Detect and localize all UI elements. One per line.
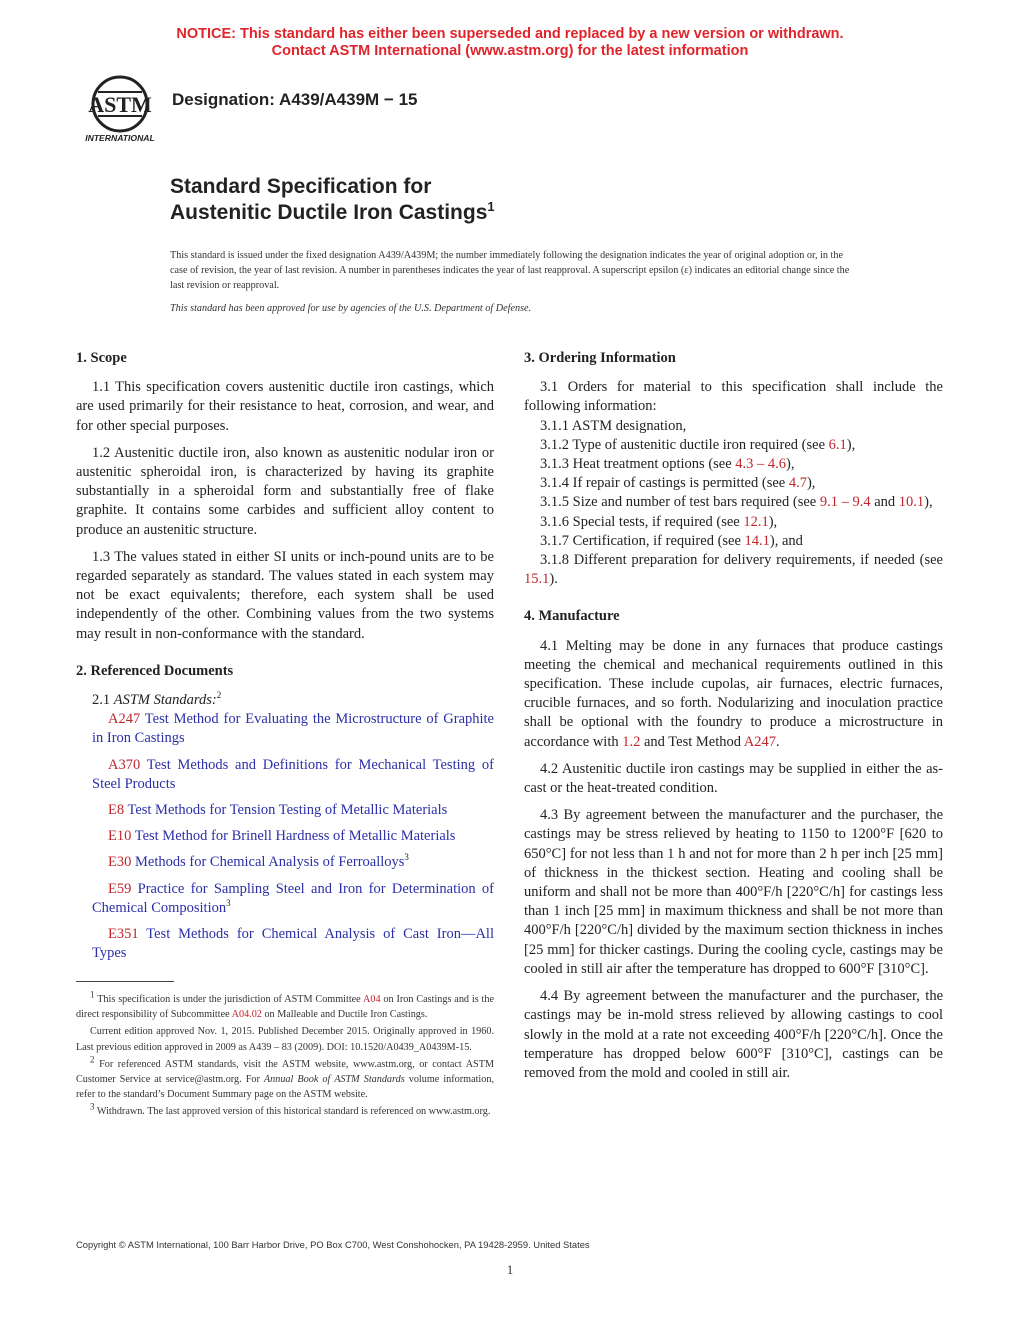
link-a247[interactable]: A247 xyxy=(743,733,777,750)
link-1-2[interactable]: 1.2 xyxy=(622,733,641,750)
left-column xyxy=(76,349,494,970)
fn2-text-a: For referenced ASTM standards, visit the ASTM website, www.astm.org, or contact ASTM Customer Service at service@astm.org. For xyxy=(76,1058,495,1086)
section-heading-manufacture: 4. Manufacture xyxy=(524,608,620,625)
issued-note: This standard is issued under the fixed designation A439/A439M; the number immediately following the designation indicates the year of original adoption or, in the case of revision, the year of last revision. A number in parentheses indicates the year of last reapproval. A superscript epsilon (ε) indicates an editorial change since the last revision or reapproval. xyxy=(170,250,850,291)
standard-title-link[interactable]: Practice for Sampling Steel and Iron for Determination of Chemical Composition xyxy=(92,880,494,916)
section-ref-link[interactable]: 14.1 xyxy=(744,532,770,549)
ordering-item-text: Special tests, if required (see xyxy=(572,513,744,530)
section-heading-scope: 1. Scope xyxy=(76,350,127,366)
ordering-item-text: Type of austenitic ductile iron required (see xyxy=(572,436,829,453)
copyright: Copyright © ASTM International, 100 Barr Harbor Drive, PO Box C700, West Conshohocken, PA 19428-2959. United States xyxy=(76,1239,590,1250)
referenced-standard-item xyxy=(76,853,494,872)
p41-text-c: . xyxy=(776,733,780,750)
ordering-item xyxy=(524,455,943,474)
fn1-mark: 1 xyxy=(90,989,95,1000)
referenced-standard-item xyxy=(76,827,494,846)
link-a04[interactable]: A04 xyxy=(363,994,381,1005)
approved-note: This standard has been approved for use by agencies of the U.S. Department of Defense. xyxy=(170,303,532,314)
fn2-mark: 2 xyxy=(90,1054,95,1065)
scope-paragraph: 1.3 The values stated in either SI units or inch-pound units are to be regarded separately as standard. The values stated in each system may not be exact equivalents; therefore, each system shall be used independently of the other. Combining values from the two systems may result in non-conformance with the standard. xyxy=(76,548,494,642)
standard-footnote-mark: 3 xyxy=(226,898,231,909)
standard-title-link[interactable]: Methods for Chemical Analysis of Ferroalloys xyxy=(134,854,405,871)
standard-title-link[interactable]: Test Method for Evaluating the Microstructure of Graphite in Iron Castings xyxy=(92,711,494,747)
section-ref-link[interactable]: 15.1 xyxy=(524,571,550,588)
section-ref-link[interactable]: 10.1 xyxy=(898,494,925,511)
fn2-italic: Annual Book of ASTM Standards xyxy=(263,1074,405,1086)
standard-code-link[interactable]: A370 xyxy=(108,756,141,773)
footnote-edition: Current edition approved Nov. 1, 2015. Published December 2015. Originally approved in 1960. Last previous edition approved in 2009 as A439 – 83 (2009). DOI: 10.1520/A0439_A0439M-15. xyxy=(76,1026,494,1053)
title-line-2: Austenitic Ductile Iron Castings xyxy=(170,201,488,224)
p41-text-b: and Test Method xyxy=(643,733,741,750)
standard-code-link[interactable]: E351 xyxy=(108,926,139,943)
standard-code-link[interactable]: E10 xyxy=(108,828,132,845)
astm-standards-label xyxy=(76,691,494,710)
standard-title-link[interactable]: Test Methods for Tension Testing of Metallic Materials xyxy=(127,802,448,819)
ordering-item-number: 3.1.5 xyxy=(540,494,569,511)
ordering-item-number: 3.1.4 xyxy=(540,475,569,492)
ordering-item xyxy=(524,474,943,493)
standard-title-link[interactable]: Test Method for Brinell Hardness of Metallic Materials xyxy=(134,828,456,845)
ordering-item-number: 3.1.8 xyxy=(540,552,569,569)
footnote-1 xyxy=(76,989,494,1022)
referenced-standards-list xyxy=(76,710,494,963)
designation: Designation: A439/A439M − 15 xyxy=(172,90,418,109)
section-heading-ordering: 3. Ordering Information xyxy=(524,350,676,366)
ordering-item-number: 3.1.6 xyxy=(540,513,569,530)
ordering-item-number: 3.1.7 xyxy=(540,532,569,549)
fn3-mark: 3 xyxy=(90,1102,95,1113)
ordering-item-text: ), xyxy=(924,494,933,511)
ordering-item xyxy=(524,436,943,455)
section-heading-referenced: 2. Referenced Documents xyxy=(76,662,234,679)
scope-paragraph: 1.2 Austenitic ductile iron, also known as austenitic nodular iron or austenitic spheroidal iron, is characterized by having its graphite substantially in a spheroidal form and substantially free of flake graphite. It contains some carbides and sufficient alloy content to produce an austenitic structure. xyxy=(76,444,494,538)
standard-title-link[interactable]: Test Methods for Chemical Analysis of Cast Iron—All Types xyxy=(92,926,494,962)
standard-code-link[interactable]: E30 xyxy=(108,854,132,871)
manufacture-paragraph: 4.3 By agreement between the manufacturer and the purchaser, the castings may be stress relieved by heating to 1150 to 1200°F [620 to 650°C] for not less than 1 h and not for more than 2 h per inch [25 mm] of thickness in the thickest section. Heating and cooling shall be uniform and shall not be more than 400°F/h [220°C/h] for castings less than 1 inch [25 mm] in maximum thickness and shall be not more than 400°F/h [220°C/h] divided by the maximum section thickness in inches [25 mm] for thicker castings. During the cooling cycle, castings may be cooled in still air after the temperature has dropped to 600°F [310°C]. xyxy=(524,807,943,977)
footnote-2 xyxy=(76,1054,495,1103)
sub-sup: 2 xyxy=(216,690,222,701)
fn2-text-b: volume information, refer to the standard’s Document Summary page on the ASTM website. xyxy=(76,1074,494,1101)
ordering-item-text: Heat treatment options (see xyxy=(572,456,736,473)
section-ref-link[interactable]: 6.1 xyxy=(828,436,847,453)
ordering-item-number: 3.1.3 xyxy=(540,456,569,473)
p41-text-a: 4.1 Melting may be done in any furnaces that produce castings meeting the chemical and mechanical requirements outlined in this specification. These include cupolas, air furnaces, electric furnaces, crucible furnaces, and so forth. Nodularizing and inoculation practice shall be optional with the foundry to produce a microstructure in accordance with xyxy=(524,637,943,750)
standard-footnote-mark: 3 xyxy=(404,852,409,863)
link-a04-02[interactable]: A04.02 xyxy=(231,1009,262,1021)
referenced-standard-item xyxy=(76,925,494,963)
referenced-standard-item xyxy=(76,756,494,794)
logo-text: ASTM xyxy=(88,92,152,117)
ordering-item xyxy=(524,417,943,436)
notice-line-1: NOTICE: This standard has either been superseded and replaced by a new version or withdrawn. xyxy=(176,26,844,42)
fn1-text-a: This specification is under the jurisdiction of ASTM Committee xyxy=(97,994,361,1005)
ordering-item-text: ASTM designation, xyxy=(571,417,687,434)
title-footnote-mark: 1 xyxy=(487,199,495,214)
ordering-item-text: Certification, if required (see xyxy=(572,532,745,549)
fn3-text: Withdrawn. The last approved version of this historical standard is referenced on www.astm.org. xyxy=(96,1106,491,1118)
ordering-item xyxy=(524,493,943,512)
section-ref-link[interactable]: 4.7 xyxy=(788,475,807,492)
manufacture-paragraph xyxy=(524,637,943,752)
referenced-standard-item xyxy=(76,801,494,820)
ordering-paragraph: 3.1 Orders for material to this specification shall include the following information: xyxy=(524,379,943,415)
ordering-item xyxy=(524,551,943,589)
ordering-item-text: Size and number of test bars required (see xyxy=(572,494,820,511)
footnote-rule xyxy=(76,981,174,982)
sub-num: 2.1 xyxy=(92,692,111,709)
page-number: 1 xyxy=(506,1262,514,1277)
standard-code-link[interactable]: A247 xyxy=(108,711,141,728)
ordering-item-text: ), and xyxy=(769,532,803,549)
standard-code-link[interactable]: E59 xyxy=(108,880,132,897)
section-ref-link[interactable]: 12.1 xyxy=(743,513,769,530)
right-column xyxy=(524,349,943,1090)
footnotes xyxy=(76,989,495,1122)
ordering-item-text: ), xyxy=(806,475,816,492)
ordering-item xyxy=(524,513,943,532)
sub-label: ASTM Standards: xyxy=(113,692,217,709)
standard-code-link[interactable]: E8 xyxy=(108,802,125,819)
ordering-item xyxy=(524,532,943,551)
footnote-3 xyxy=(76,1104,494,1119)
ordering-item-text: Different preparation for delivery requirements, if needed (see xyxy=(573,552,943,569)
referenced-standard-item xyxy=(76,880,494,918)
section-ref-link[interactable]: 4.3 – 4.6 xyxy=(735,456,787,473)
ordering-item-text: If repair of castings is permitted (see xyxy=(572,475,789,492)
section-ref-link[interactable]: 9.1 – 9.4 xyxy=(819,494,871,511)
ordering-item-number: 3.1.1 xyxy=(540,417,569,434)
notice-line-2: Contact ASTM International (www.astm.org) for the latest information xyxy=(271,43,749,59)
ordering-item-text: ), xyxy=(786,456,795,473)
ordering-item-text: and xyxy=(870,494,899,511)
ordering-item-text: ), xyxy=(846,436,856,453)
document-title xyxy=(170,174,495,226)
ordering-items-list xyxy=(524,417,943,590)
manufacture-paragraph: 4.4 By agreement between the manufacturer and the purchaser, the castings may be in-mold stress relieved by allowing castings to cool slowly in the mold at a rate not exceeding 400°F/h [220°C/h]. Once the temperature has dropped below 600°F [310°C], castings can be removed from the mold and cooled in still air. xyxy=(524,988,943,1081)
manufacture-paragraph: 4.2 Austenitic ductile iron castings may be supplied in either the as-cast or the heat-treated condition. xyxy=(524,760,943,797)
scope-paragraph: 1.1 This specification covers austenitic ductile iron castings, which are used primarily for their resistance to heat, corrosion, and wear, and for other special purposes. xyxy=(76,379,494,434)
referenced-standard-item xyxy=(76,710,494,748)
fn1-text-c: on Malleable and Ductile Iron Castings. xyxy=(264,1009,428,1021)
title-line-1: Standard Specification for xyxy=(170,175,432,198)
supersede-notice xyxy=(0,26,1020,60)
standard-title-link[interactable]: Test Methods and Definitions for Mechanical Testing of Steel Products xyxy=(92,756,494,792)
ordering-item-number: 3.1.2 xyxy=(540,436,569,453)
ordering-item-text: ). xyxy=(549,571,558,588)
astm-logo xyxy=(76,72,164,148)
logo-subtext: INTERNATIONAL xyxy=(85,133,155,143)
ordering-item-text: ), xyxy=(768,513,778,530)
fn1-text-b: on Iron Castings and is the direct responsibility of Subcommittee xyxy=(76,994,494,1021)
